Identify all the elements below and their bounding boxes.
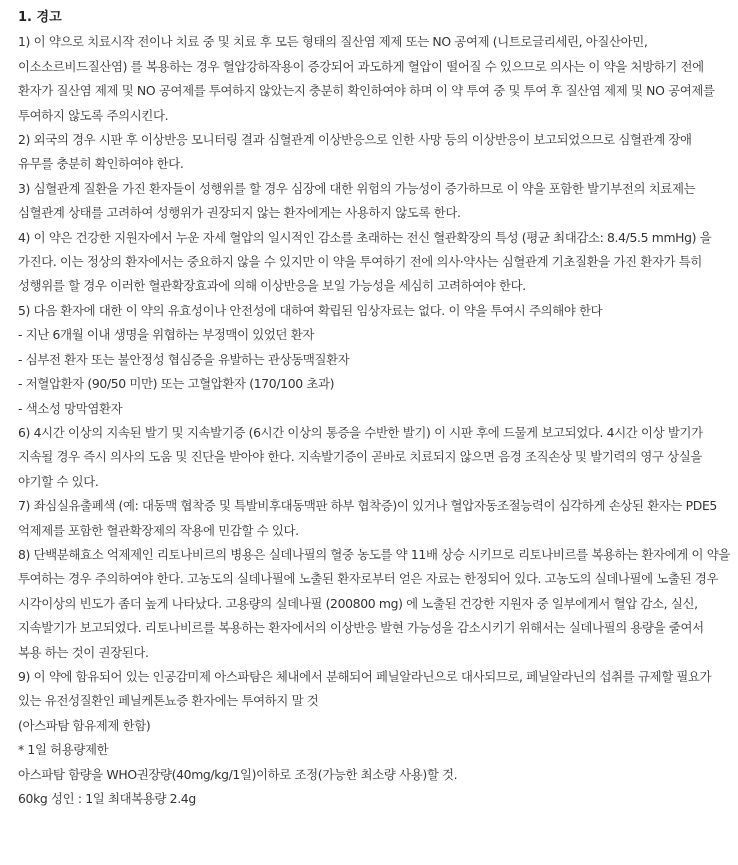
warning-item-5: 5) 다음 환자에 대한 이 약의 유효성이나 안전성에 대하여 확립된 임상자료는 없다. 이 약을 투여시 주의해야 한다: [18, 302, 603, 318]
warning-item-2: 2) 외국의 경우 시판 후 이상반응 모니터링 결과 심혈관계 이상반응으로 인한 사망 등의 이상반응이 보고되었으므로 심혈관계 장애 유무를 충분히 확인하여야 한다.: [18, 132, 692, 172]
aspartame-note: (아스파탐 함유제제 한함): [18, 717, 151, 733]
warning-item-4: 4) 이 약은 건강한 지원자에서 누운 자세 혈압의 일시적인 감소를 초래하는 전신 혈관확장의 특성 (평균 최대감소: 8.4/5.5 mmHg) 을 가진다. 이는 정상의 환자에서는 중요하지 않을 수 있지만 이 약을 투여하기 전에 의사·약사는 심혈관계 기초질환을 가진 환자가 특히 성행위를 할 경우 이러한 혈관확장효과에 의해 이상반응을 보일 가능성을 세심히 고려하여야 한다.: [18, 229, 712, 294]
max-dose-text: 60kg 성인 : 1일 최대복용량 2.4g: [18, 791, 196, 806]
daily-limit-heading: * 1일 허용량제한: [18, 742, 109, 758]
section-heading: 1. 경고: [18, 10, 62, 25]
list-item: - 심부전 환자 또는 불안정성 협심증을 유발하는 관상동맥질환자: [18, 351, 350, 367]
warning-item-8: 8) 단백분해효소 억제제인 리토나비르의 병용은 실데나필의 혈중 농도를 약 11배 상승 시키므로 리토나비르를 복용하는 환자에게 이 약을 투여하는 경우 주의하여야 한다. 고농도의 실데나필에 노출된 환자로부터 얻은 자료는 한정되어 있다. 고농도의 실데나필에 노출된 경우 시각이상의 빈도가 좀더 높게 나타났다. 고용량의 실데나필 (200800 mg) 에 노출된 건강한 지원자 중 일부에게서 혈압 감소, 실신, 지속발기가 보고되었다. 리토나비르를 복용하는 환자에서의 이상반응 발현 가능성을 감소시키기 위해서는 실데나필의 용량을 줄여서 복용 하는 것이 권장된다.: [18, 546, 730, 660]
warning-item-3: 3) 심혈관계 질환을 가진 환자들이 성행위를 할 경우 심장에 대한 위험의 가능성이 증가하므로 이 약을 포함한 발기부전의 치료제는 심혈관계 상태를 고려하여 성행위가 권장되지 않는 환자에게는 사용하지 않도록 한다.: [18, 180, 696, 221]
warning-item-1: 1) 이 약으로 치료시작 전이나 치료 중 및 치료 후 모든 형태의 질산염 제제 또는 NO 공여제 (니트로글리세린, 아질산아민, 이소소르비드질산염) 를 복용하는 경우 혈압강하작용이 증강되어 과도하게 혈압이 떨어질 수 있으므로 의사는 이 약을 처방하기 전에 환자가 질산염 제제 및 NO 공여제를 투여하지 않았는지 충분히 확인하여야 하며 이 약 투여 중 및 투여 후 질산염 제제 및 NO 공여제를 투여하지 않도록 주의시킨다.: [18, 34, 715, 123]
list-item: - 색소성 망막염환자: [18, 400, 123, 416]
list-item: - 지난 6개월 이내 생명을 위협하는 부정맥이 있었던 환자: [18, 327, 314, 343]
warning-item-7: 7) 좌심실유출폐색 (예: 대동맥 협착증 및 특발비후대동맥판 하부 협착증)이 있거나 혈압자동조절능력이 심각하게 손상된 환자는 PDE5 억제제를 포함한 혈관확장제의 작용에 민감할 수 있다.: [18, 498, 717, 538]
warning-item-9: 9) 이 약에 함유되어 있는 인공감미제 아스파탐은 체내에서 분해되어 페닐알라닌으로 대사되므로, 페닐알라닌의 섭취를 규제할 필요가 있는 유전성질환인 페닐케톤뇨증 환자에는 투여하지 말 것: [18, 668, 712, 709]
daily-limit-text: 아스파탐 함량을 WHO권장량(40mg/kg/1일)이하로 조정(가능한 최소량 사용)할 것.: [18, 766, 458, 782]
warning-item-6: 6) 4시간 이상의 지속된 발기 및 지속발기증 (6시간 이상의 통증을 수반한 발기) 이 시판 후에 드물게 보고되었다. 4시간 이상 발기가 지속될 경우 즉시 의사의 도움 및 진단을 받아야 한다. 지속발기증이 곧바로 치료되지 않으면 음경 조직손상 및 발기력의 영구 상실을 야기할 수 있다.: [18, 424, 703, 489]
list-item: - 저혈압환자 (90/50 미만) 또는 고혈압환자 (170/100 초과): [18, 376, 335, 392]
